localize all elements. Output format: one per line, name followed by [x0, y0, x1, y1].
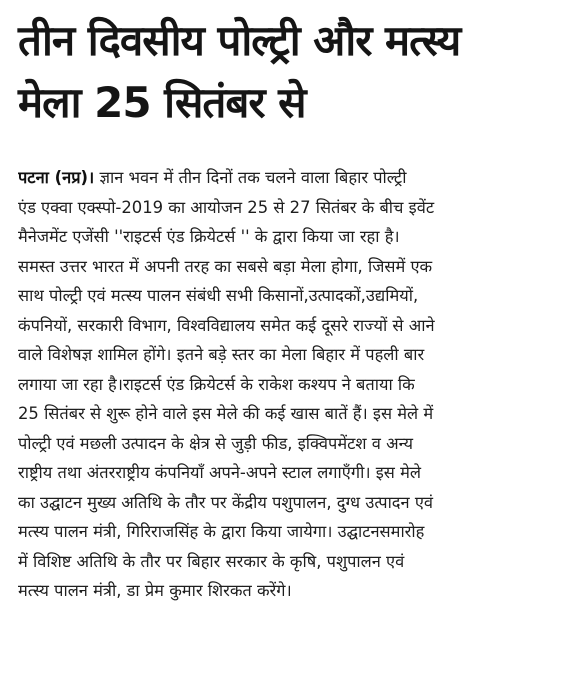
article-line: समस्त उत्तर भारत में अपनी तरह का सबसे बड़ा मेला होगा, जिसमें एक	[18, 256, 433, 276]
article-line: में विशिष्ट अतिथि के तौर पर बिहार सरकार के कृषि, पशुपालन एवं	[18, 551, 405, 571]
article-line: साथ पोल्ट्री एवं मत्स्य पालन संबंधी सभी किसानों,उत्पादकों,उद्यमियों,	[18, 286, 419, 305]
headline-line-2: मेला 25 सितंबर से	[18, 78, 306, 127]
article-line: वाले विशेषज्ञ शामिल होंगे। इतने बड़े स्तर का मेला बिहार में पहली बार	[18, 345, 425, 364]
article-line: एंड एक्वा एक्स्पो-2019 का आयोजन 25 से 27 सितंबर के बीच इवेंट	[18, 197, 435, 217]
headline-line-1: तीन दिवसीय पोल्ट्री और मत्स्य	[18, 16, 461, 65]
article-line: राष्ट्रीय तथा अंतरराष्ट्रीय कंपनियाँ अपने-अपने स्टाल लगाएँगी। इस मेले	[18, 463, 421, 482]
article-line: 25 सितंबर से शुरू होने वाले इस मेले की कई खास बातें हैं। इस मेले में	[18, 404, 434, 423]
article-line: का उद्घाटन मुख्य अतिथि के तौर पर केंद्रीय पशुपालन, दुग्ध उत्पादन एवं	[18, 492, 433, 512]
article-line: मत्स्य पालन मंत्री, डा प्रेम कुमार शिरकत करेंगे।	[18, 581, 292, 600]
article-line: पोल्ट्री एवं मछली उत्पादन के क्षेत्र से जुड़ी फीड, इक्विपमेंटश व अन्य	[18, 433, 413, 453]
article-line: कंपनियों, सरकारी विभाग, विश्वविद्यालय समेत कई दूसरे राज्यों से आने	[18, 315, 435, 335]
headline	[18, 10, 578, 134]
article-body	[18, 163, 574, 606]
article-line-text: ज्ञान भवन में तीन दिनों तक चलने वाला बिहार पोल्ट्री	[94, 168, 407, 187]
article-line: लगाया जा रहा है।राइटर्स एंड क्रियेटर्स के राकेश कश्यप ने बताया कि	[18, 374, 415, 394]
article-line	[18, 163, 574, 193]
dateline: पटना (नप्र)।	[18, 168, 95, 187]
article-line: मत्स्य पालन मंत्री, गिरिराजसिंह के द्वारा किया जायेगा। उद्घाटनसमारोह	[18, 522, 425, 541]
article-line: मैनेजमेंट एजेंसी ''राइटर्स एंड क्रियेटर्स '' के द्वारा किया जा रहा है।	[18, 227, 400, 246]
